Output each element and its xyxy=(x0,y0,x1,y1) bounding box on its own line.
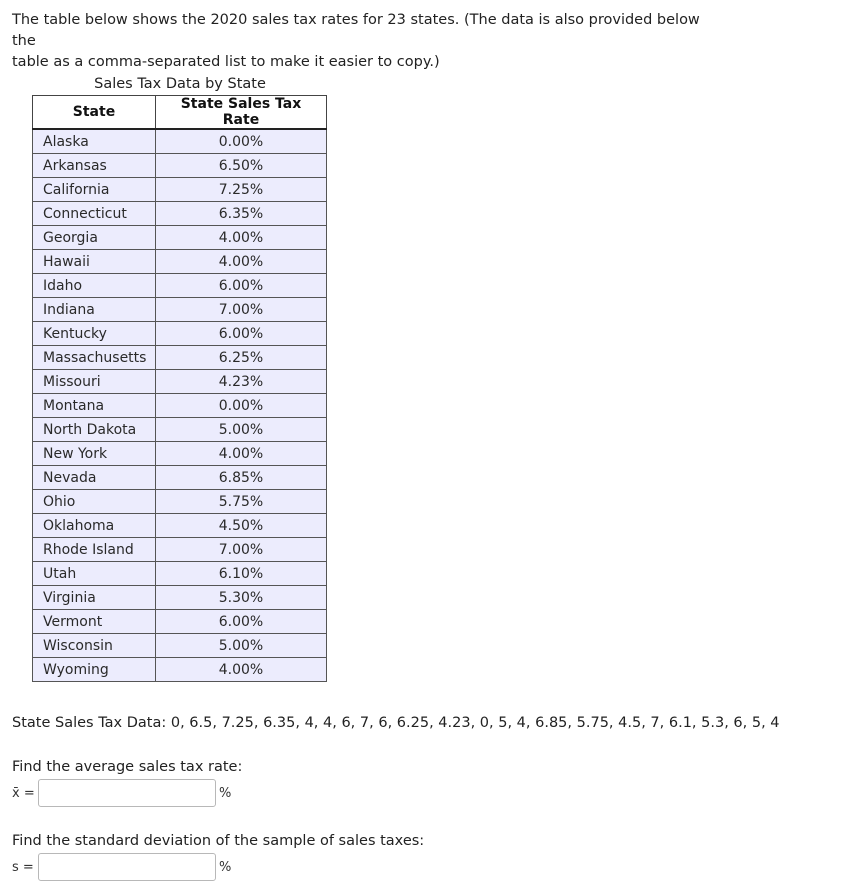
table-row xyxy=(33,178,327,202)
table-row xyxy=(33,154,327,178)
table-row xyxy=(33,394,327,418)
state-cell: Ohio xyxy=(33,490,156,514)
intro-text xyxy=(12,10,712,73)
table-row xyxy=(33,274,327,298)
state-cell: Nevada xyxy=(33,466,156,490)
table-row xyxy=(33,514,327,538)
xbar-label: x̄ = xyxy=(12,786,35,801)
state-cell: North Dakota xyxy=(33,418,156,442)
rate-cell: 6.25% xyxy=(156,346,327,370)
state-cell: Kentucky xyxy=(33,322,156,346)
question-average: Find the average sales tax rate: xyxy=(12,759,243,775)
rate-cell: 6.00% xyxy=(156,274,327,298)
state-cell: Rhode Island xyxy=(33,538,156,562)
table-row xyxy=(33,442,327,466)
state-cell: Vermont xyxy=(33,610,156,634)
table-row xyxy=(33,346,327,370)
table-row xyxy=(33,658,327,682)
rate-cell: 5.00% xyxy=(156,634,327,658)
header-rate: State Sales Tax Rate xyxy=(156,96,327,130)
rate-cell: 5.30% xyxy=(156,586,327,610)
rate-cell: 4.00% xyxy=(156,250,327,274)
rate-cell: 7.00% xyxy=(156,538,327,562)
table-row xyxy=(33,226,327,250)
state-cell: Georgia xyxy=(33,226,156,250)
table-row xyxy=(33,538,327,562)
state-cell: Hawaii xyxy=(33,250,156,274)
table-row xyxy=(33,466,327,490)
rate-cell: 5.75% xyxy=(156,490,327,514)
rate-cell: 4.23% xyxy=(156,370,327,394)
data-list: State Sales Tax Data: 0, 6.5, 7.25, 6.35, 4, 4, 6, 7, 6, 6.25, 4.23, 0, 5, 4, 6.85, 5.75, 4.5, 7, 6.1, 5.3, 6, 5, 4 xyxy=(12,715,780,731)
rate-cell: 6.00% xyxy=(156,610,327,634)
rate-cell: 4.50% xyxy=(156,514,327,538)
state-cell: Virginia xyxy=(33,586,156,610)
table-row xyxy=(33,586,327,610)
s-label: s = xyxy=(12,860,34,875)
table-caption: Sales Tax Data by State xyxy=(94,76,266,92)
rate-cell: 6.35% xyxy=(156,202,327,226)
state-cell: Indiana xyxy=(33,298,156,322)
table-row xyxy=(33,634,327,658)
state-cell: Montana xyxy=(33,394,156,418)
rate-cell: 5.00% xyxy=(156,418,327,442)
rate-cell: 4.00% xyxy=(156,442,327,466)
state-cell: Idaho xyxy=(33,274,156,298)
state-cell: Missouri xyxy=(33,370,156,394)
state-cell: Massachusetts xyxy=(33,346,156,370)
rate-cell: 7.00% xyxy=(156,298,327,322)
rate-cell: 6.85% xyxy=(156,466,327,490)
table-row xyxy=(33,490,327,514)
question-stddev: Find the standard deviation of the sample of sales taxes: xyxy=(12,833,425,849)
header-state: State xyxy=(33,96,156,130)
state-cell: Alaska xyxy=(33,129,156,154)
rate-cell: 0.00% xyxy=(156,129,327,154)
table-row xyxy=(33,322,327,346)
sales-tax-table xyxy=(32,95,327,682)
intro-line-1: The table below shows the 2020 sales tax rates for 23 states. (The data is also provided below the xyxy=(12,12,700,49)
intro-line-2: table as a comma-separated list to make it easier to copy.) xyxy=(12,54,440,70)
table-row xyxy=(33,129,327,154)
state-cell: Wisconsin xyxy=(33,634,156,658)
table-row xyxy=(33,298,327,322)
average-input[interactable] xyxy=(38,779,216,807)
state-cell: California xyxy=(33,178,156,202)
table-body xyxy=(33,129,327,682)
table-row xyxy=(33,370,327,394)
state-cell: Connecticut xyxy=(33,202,156,226)
rate-cell: 0.00% xyxy=(156,394,327,418)
state-cell: Utah xyxy=(33,562,156,586)
rate-cell: 6.10% xyxy=(156,562,327,586)
state-cell: Arkansas xyxy=(33,154,156,178)
table-row xyxy=(33,250,327,274)
rate-cell: 6.00% xyxy=(156,322,327,346)
table-row xyxy=(33,562,327,586)
table-row xyxy=(33,418,327,442)
state-cell: Wyoming xyxy=(33,658,156,682)
rate-cell: 4.00% xyxy=(156,226,327,250)
table-row xyxy=(33,202,327,226)
stddev-input[interactable] xyxy=(38,853,216,881)
table-row xyxy=(33,610,327,634)
rate-cell: 7.25% xyxy=(156,178,327,202)
rate-cell: 6.50% xyxy=(156,154,327,178)
table-header-row xyxy=(33,96,327,130)
percent-unit: % xyxy=(219,786,232,801)
state-cell: Oklahoma xyxy=(33,514,156,538)
state-cell: New York xyxy=(33,442,156,466)
percent-unit: % xyxy=(219,860,232,875)
rate-cell: 4.00% xyxy=(156,658,327,682)
